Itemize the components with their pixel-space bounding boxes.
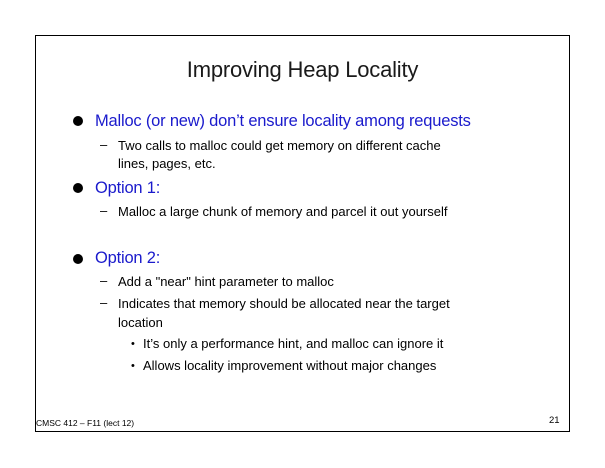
sub-bullet-text-cont: location (118, 315, 163, 330)
page-number: 21 (549, 415, 560, 426)
dash-marker: – (100, 203, 108, 218)
dash-marker: – (100, 137, 108, 152)
bullet-text: Option 2: (95, 249, 161, 267)
dot-marker: • (131, 360, 135, 372)
sub-sub-bullet-text: Allows locality improvement without major changes (143, 358, 437, 373)
sub-sub-bullet-text: It’s only a performance hint, and malloc can ignore it (143, 336, 444, 351)
dash-marker: – (100, 295, 108, 310)
sub-bullet-text: Add a "near" hint parameter to malloc (118, 274, 334, 289)
bullet-marker (73, 183, 83, 193)
bullet-marker (73, 116, 83, 126)
sub-bullet-text: Malloc a large chunk of memory and parcel it out yourself (118, 204, 448, 219)
slide-footer: CMSC 412 – F11 (lect 12) (36, 418, 135, 428)
bullet-text: Option 1: (95, 179, 161, 197)
sub-bullet-text: Indicates that memory should be allocated near the target (118, 296, 450, 311)
bullet-marker (73, 254, 83, 264)
dash-marker: – (100, 273, 108, 288)
dot-marker: • (131, 338, 135, 350)
slide-title: Improving Heap Locality (186, 57, 419, 82)
bullet-text: Malloc (or new) don’t ensure locality among requests (95, 112, 471, 130)
sub-bullet-text-cont: lines, pages, etc. (118, 156, 216, 171)
sub-bullet-text: Two calls to malloc could get memory on different cache (118, 138, 441, 153)
